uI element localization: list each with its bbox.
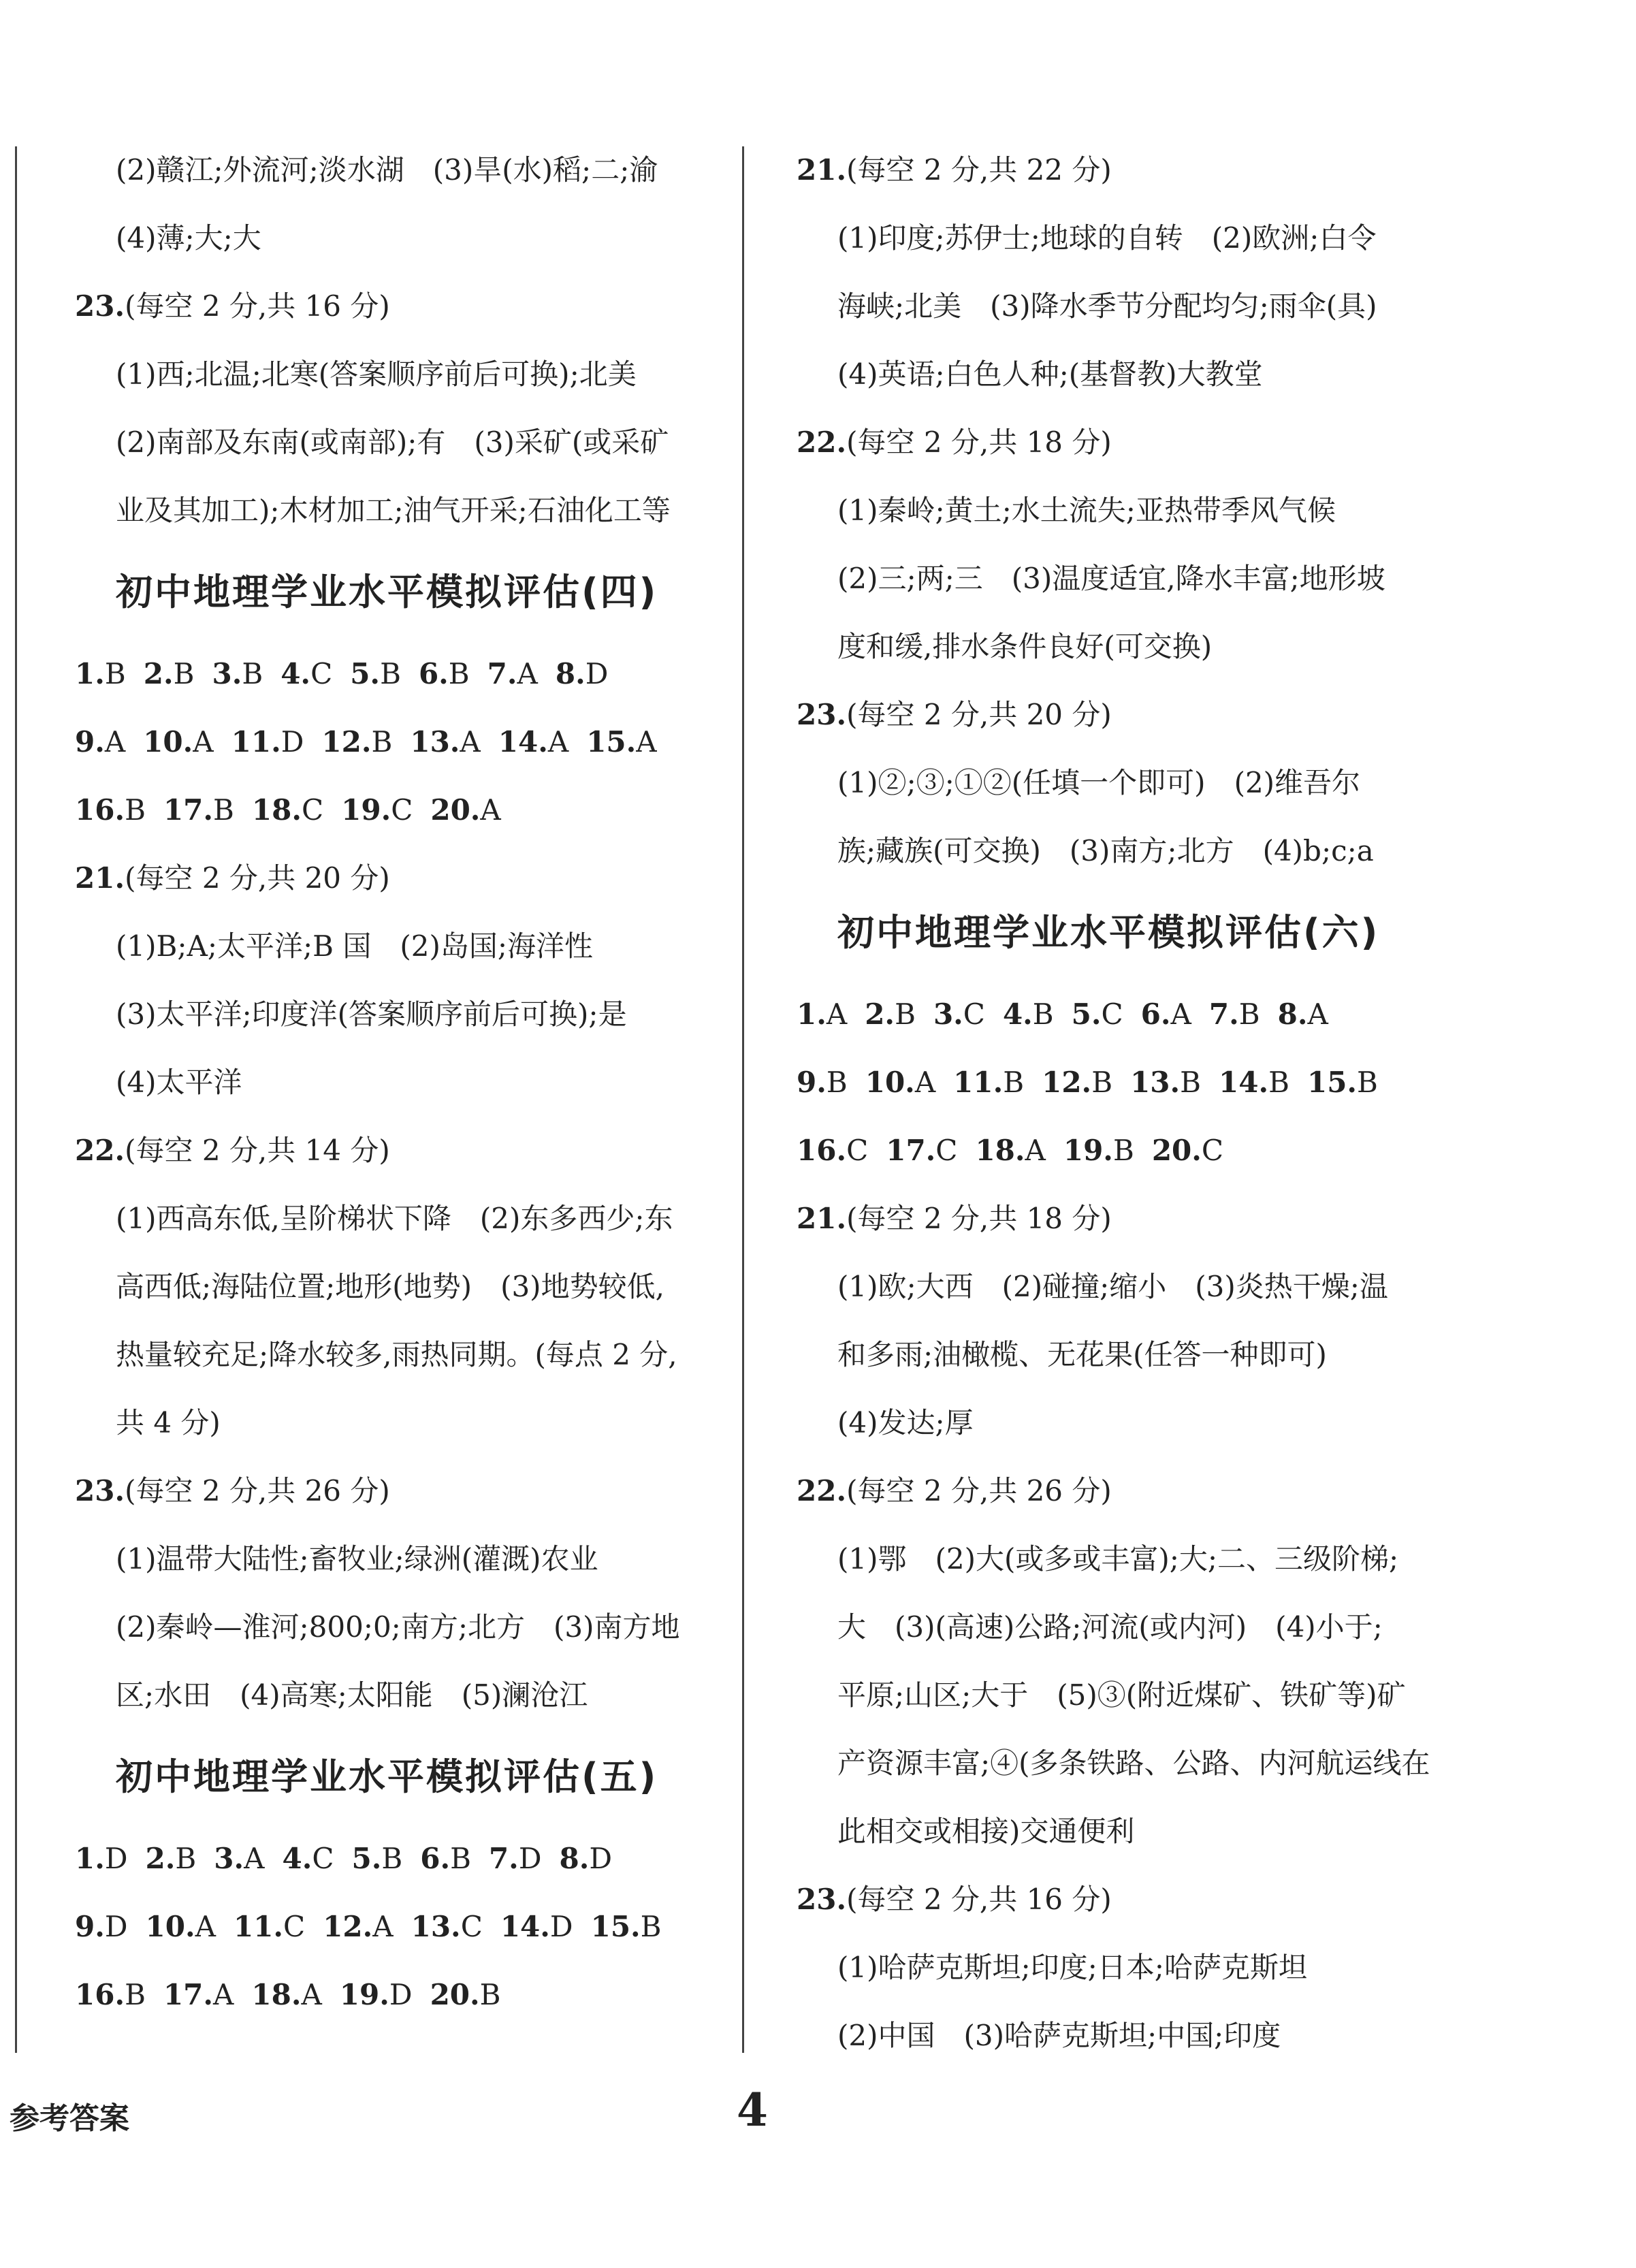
choice-question-number: 8.: [559, 1842, 590, 1875]
answer-line: (1)西高东低,呈阶梯状下降 (2)东多西少;东: [116, 1202, 673, 1235]
choice-question-number: 12.: [1042, 1066, 1092, 1099]
choice-answer: [146, 1825, 197, 1893]
left-column: [75, 136, 742, 2029]
choice-letter: C: [1201, 1134, 1224, 1167]
question-score-note: (每空 2 分,共 26 分): [846, 1474, 1112, 1507]
choice-question-number: 10.: [865, 1066, 915, 1099]
choice-question-number: 3.: [933, 997, 963, 1031]
choice-letter: B: [640, 1910, 662, 1943]
choice-answer-row: [75, 708, 742, 776]
answer-line: (2)三;两;三 (3)温度适宜,降水丰富;地形坡: [837, 562, 1385, 595]
choice-question-number: 6.: [418, 657, 449, 690]
choice-letter: A: [480, 793, 501, 827]
choice-letter: B: [213, 793, 234, 827]
choice-answer: [591, 1893, 662, 1961]
choice-question-number: 17.: [886, 1134, 936, 1167]
choice-question-number: 7.: [1208, 997, 1239, 1031]
choice-question-number: 16.: [797, 1134, 847, 1167]
answer-line: (1)哈萨克斯坦;印度;日本;哈萨克斯坦: [837, 1951, 1307, 1984]
choice-letter: C: [301, 793, 324, 827]
choice-letter: B: [381, 1842, 403, 1875]
choice-answer: [586, 708, 656, 776]
choice-letter: D: [104, 1842, 128, 1875]
choice-question-number: 14.: [1219, 1066, 1269, 1099]
answer-line: (2)赣江;外流河;淡水湖 (3)旱(水)稻;二;渝: [116, 153, 658, 187]
choice-letter: B: [1112, 1134, 1134, 1167]
choice-letter: B: [1180, 1066, 1202, 1099]
question-number: 21.: [75, 861, 125, 895]
choice-answer: [340, 1961, 413, 2029]
choice-question-number: 19.: [339, 1978, 389, 2011]
choice-answer-row: [75, 1893, 742, 1961]
question-number: 23.: [797, 698, 847, 731]
choice-question-number: 9.: [75, 725, 105, 758]
choice-question-number: 15.: [586, 725, 637, 758]
question-score-note: (每空 2 分,共 16 分): [846, 1883, 1112, 1916]
choice-answer: [75, 1961, 146, 2029]
choice-answer: [560, 1825, 613, 1893]
choice-letter: B: [1268, 1066, 1289, 1099]
choice-question-number: 1.: [75, 657, 105, 690]
choice-answer: [75, 776, 146, 844]
choice-answer: [498, 708, 568, 776]
question-score-note: (每空 2 分,共 20 分): [125, 861, 390, 895]
choice-answer: [865, 1049, 935, 1117]
choice-answer: [143, 708, 213, 776]
choice-answer: [350, 640, 401, 708]
choice-letter: B: [826, 1066, 848, 1099]
answer-line: (3)太平洋;印度洋(答案顺序前后可换);是: [116, 997, 627, 1031]
choice-question-number: 3.: [214, 1842, 244, 1875]
choice-letter: A: [195, 1910, 216, 1943]
answer-line: 和多雨;油橄榄、无花果(任答一种即可): [837, 1338, 1327, 1371]
choice-letter: B: [125, 793, 146, 827]
answer-line: 平原;山区;大于 (5)③(附近煤矿、铁矿等)矿: [837, 1678, 1406, 1712]
choice-answer: [214, 1825, 264, 1893]
choice-letter: B: [173, 657, 195, 690]
choice-answer-row: [75, 1825, 742, 1893]
choice-answer: [251, 1961, 321, 2029]
choice-letter: B: [448, 657, 470, 690]
choice-answer: [234, 1893, 305, 1961]
choice-answer: [410, 708, 480, 776]
choice-answer: [487, 640, 538, 708]
choice-letter: B: [479, 1978, 501, 2011]
choice-answer: [1307, 1049, 1378, 1117]
choice-question-number: 8.: [1277, 997, 1308, 1031]
answer-line: (1)B;A;太平洋;B 国 (2)岛国;海洋性: [116, 929, 593, 963]
choice-question-number: 14.: [500, 1910, 550, 1943]
choice-letter: D: [549, 1910, 573, 1943]
choice-question-number: 6.: [420, 1842, 451, 1875]
answer-line: 大 (3)(高速)公路;河流(或内河) (4)小于;: [837, 1610, 1383, 1644]
answer-line: 业及其加工);木材加工;油气开采;石油化工等: [116, 494, 671, 527]
choice-letter: C: [460, 1910, 483, 1943]
choice-letter: B: [125, 1978, 146, 2011]
choice-letter: A: [301, 1978, 322, 2011]
left-margin-rule: [15, 146, 17, 2053]
choice-letter: A: [547, 725, 569, 758]
choice-letter: B: [1091, 1066, 1113, 1099]
question-number: 23.: [75, 1474, 125, 1507]
choice-question-number: 17.: [163, 793, 214, 827]
choice-question-number: 11.: [233, 1910, 284, 1943]
choice-question-number: 11.: [231, 725, 281, 758]
choice-question-number: 9.: [75, 1910, 105, 1943]
choice-letter: B: [1238, 997, 1260, 1031]
choice-letter: A: [372, 1910, 394, 1943]
choice-letter: C: [283, 1910, 306, 1943]
section-title: 初中地理学业水平模拟评估(四): [116, 571, 658, 613]
choice-question-number: 18.: [975, 1134, 1025, 1167]
question-number: 22.: [797, 426, 847, 459]
choice-answer: [282, 1825, 334, 1893]
question-header: [75, 844, 742, 912]
question-number: 23.: [75, 289, 125, 323]
choice-letter: B: [1003, 1066, 1025, 1099]
question-header: [797, 1457, 1464, 1525]
choice-question-number: 19.: [1063, 1134, 1113, 1167]
choice-question-number: 1.: [75, 1842, 105, 1875]
choice-question-number: 7.: [488, 1842, 519, 1875]
choice-answer: [1003, 980, 1054, 1049]
choice-answer-row: [75, 640, 742, 708]
choice-letter: A: [517, 657, 538, 690]
answer-line: 产资源丰富;④(多条铁路、公路、内河航运线在: [837, 1746, 1430, 1780]
answer-line: 海峡;北美 (3)降水季节分配均匀;雨伞(具): [837, 289, 1377, 323]
choice-answer: [500, 1893, 573, 1961]
question-number: 23.: [797, 1883, 847, 1916]
choice-answer: [489, 1825, 542, 1893]
right-column: [797, 136, 1464, 2070]
choice-question-number: 13.: [1130, 1066, 1181, 1099]
choice-letter: B: [175, 1842, 197, 1875]
answer-line: (4)英语;白色人种;(基督教)大教堂: [837, 357, 1263, 391]
choice-letter: D: [280, 725, 304, 758]
question-number: 22.: [75, 1134, 125, 1167]
choice-answer-row: [75, 1961, 742, 2029]
choice-question-number: 4.: [282, 1842, 312, 1875]
choice-question-number: 15.: [590, 1910, 641, 1943]
page-number: 4: [737, 2083, 768, 2137]
answer-line: (1)西;北温;北寒(答案顺序前后可换);北美: [116, 357, 637, 391]
choice-letter: A: [914, 1066, 936, 1099]
choice-letter: A: [460, 725, 481, 758]
section-title: 初中地理学业水平模拟评估(六): [837, 911, 1380, 954]
answer-line: (1)秦岭;黄土;水土流失;亚热带季风气候: [837, 494, 1336, 527]
choice-question-number: 12.: [321, 725, 372, 758]
choice-letter: A: [1170, 997, 1191, 1031]
choice-letter: A: [193, 725, 214, 758]
choice-answer: [1042, 1049, 1112, 1117]
answer-line: (1)鄂 (2)大(或多或丰富);大;二、三级阶梯;: [837, 1542, 1399, 1576]
choice-answer: [797, 980, 847, 1049]
choice-answer: [953, 1049, 1024, 1117]
choice-letter: D: [518, 1842, 542, 1875]
choice-answer: [1130, 1049, 1201, 1117]
choice-answer: [144, 640, 195, 708]
question-header: [75, 1117, 742, 1185]
choice-letter: A: [213, 1978, 234, 2011]
choice-answer: [1219, 1049, 1289, 1117]
choice-question-number: 14.: [498, 725, 548, 758]
choice-question-number: 1.: [797, 997, 827, 1031]
question-score-note: (每空 2 分,共 22 分): [846, 153, 1112, 187]
choice-answer-row: [797, 1117, 1464, 1185]
answer-line: (4)太平洋: [116, 1066, 242, 1099]
choice-question-number: 9.: [797, 1066, 827, 1099]
choice-answer: [212, 640, 263, 708]
choice-answer: [146, 1893, 216, 1961]
choice-letter: C: [1101, 997, 1123, 1031]
choice-letter: D: [104, 1910, 128, 1943]
choice-question-number: 10.: [143, 725, 193, 758]
choice-answer: [163, 1961, 234, 2029]
choice-letter: C: [846, 1134, 869, 1167]
choice-answer: [1152, 1117, 1223, 1185]
question-score-note: (每空 2 分,共 26 分): [125, 1474, 390, 1507]
choice-answer: [975, 1117, 1045, 1185]
choice-question-number: 15.: [1306, 1066, 1358, 1099]
choice-answer: [163, 776, 234, 844]
choice-question-number: 20.: [1151, 1134, 1202, 1167]
choice-question-number: 17.: [163, 1978, 214, 2011]
choice-letter: B: [380, 657, 401, 690]
choice-question-number: 20.: [430, 793, 481, 827]
choice-answer: [797, 1117, 868, 1185]
choice-answer: [1278, 980, 1328, 1049]
choice-question-number: 16.: [75, 793, 125, 827]
choice-question-number: 19.: [341, 793, 391, 827]
choice-answer: [252, 776, 323, 844]
choice-letter: C: [310, 657, 333, 690]
question-number: 22.: [797, 1474, 847, 1507]
choice-answer: [231, 708, 304, 776]
choice-letter: C: [312, 1842, 334, 1875]
choice-answer: [351, 1825, 402, 1893]
choice-answer: [75, 640, 126, 708]
column-divider: [742, 146, 744, 2053]
choice-answer: [933, 980, 985, 1049]
choice-answer: [1209, 980, 1260, 1049]
section-title: 初中地理学业水平模拟评估(五): [116, 1755, 658, 1798]
question-number: 21.: [797, 1202, 847, 1235]
question-header: [797, 1866, 1464, 1934]
choice-answer: [75, 708, 125, 776]
answer-line: (1)印度;苏伊士;地球的自转 (2)欧洲;白令: [837, 221, 1377, 255]
choice-question-number: 18.: [251, 793, 302, 827]
choice-letter: B: [895, 997, 916, 1031]
choice-letter: A: [244, 1842, 265, 1875]
choice-answer-row: [797, 980, 1464, 1049]
choice-answer: [419, 640, 470, 708]
choice-letter: B: [104, 657, 126, 690]
choice-answer: [797, 1049, 848, 1117]
choice-answer-row: [797, 1049, 1464, 1117]
question-number: 21.: [797, 153, 847, 187]
answer-line: (4)发达;厚: [837, 1406, 974, 1439]
answer-line: 区;水田 (4)高寒;太阳能 (5)澜沧江: [116, 1678, 588, 1712]
question-header: [75, 272, 742, 340]
choice-answer: [1072, 980, 1123, 1049]
choice-letter: C: [935, 1134, 958, 1167]
choice-letter: A: [1307, 997, 1328, 1031]
choice-question-number: 4.: [1002, 997, 1033, 1031]
choice-question-number: 10.: [145, 1910, 195, 1943]
choice-letter: D: [389, 1978, 413, 2011]
choice-answer: [1063, 1117, 1134, 1185]
answer-line: (2)秦岭—淮河;800;0;南方;北方 (3)南方地: [116, 1610, 680, 1644]
footer-label: 参考答案: [10, 2101, 129, 2136]
choice-answer: [420, 1825, 471, 1893]
choice-answer: [886, 1117, 957, 1185]
choice-answer: [75, 1893, 128, 1961]
answer-line: (2)南部及东南(或南部);有 (3)采矿(或采矿: [116, 426, 669, 459]
answer-line: (1)②;③;①②(任填一个即可) (2)维吾尔: [837, 766, 1361, 799]
choice-question-number: 6.: [1140, 997, 1171, 1031]
choice-letter: A: [104, 725, 126, 758]
answer-line: (2)中国 (3)哈萨克斯坦;中国;印度: [837, 2019, 1281, 2052]
question-header: [797, 1185, 1464, 1253]
choice-letter: B: [450, 1842, 471, 1875]
choice-question-number: 5.: [1071, 997, 1102, 1031]
choice-answer-row: [75, 776, 742, 844]
question-score-note: (每空 2 分,共 20 分): [846, 698, 1112, 731]
choice-question-number: 18.: [251, 1978, 302, 2011]
choice-question-number: 20.: [430, 1978, 480, 2011]
choice-letter: B: [1032, 997, 1054, 1031]
choice-question-number: 13.: [410, 725, 460, 758]
choice-question-number: 2.: [865, 997, 895, 1031]
answer-line: 共 4 分): [116, 1406, 221, 1439]
answer-line: 度和缓,排水条件良好(可交换): [837, 630, 1213, 663]
choice-answer: [556, 640, 609, 708]
question-score-note: (每空 2 分,共 16 分): [125, 289, 390, 323]
choice-question-number: 2.: [145, 1842, 176, 1875]
choice-letter: A: [636, 725, 657, 758]
choice-answer: [341, 776, 413, 844]
choice-answer: [323, 1893, 393, 1961]
answer-line: (1)欧;大西 (2)碰撞;缩小 (3)炎热干燥;温: [837, 1270, 1388, 1303]
question-header: [797, 136, 1464, 204]
choice-letter: A: [1025, 1134, 1046, 1167]
choice-letter: B: [371, 725, 393, 758]
choice-letter: B: [1357, 1066, 1378, 1099]
question-header: [797, 409, 1464, 477]
choice-answer: [321, 708, 392, 776]
choice-letter: C: [963, 997, 985, 1031]
choice-question-number: 5.: [351, 1842, 382, 1875]
choice-answer: [1141, 980, 1191, 1049]
choice-answer: [430, 1961, 501, 2029]
choice-letter: D: [585, 657, 609, 690]
choice-answer: [75, 1825, 128, 1893]
choice-question-number: 4.: [280, 657, 311, 690]
question-score-note: (每空 2 分,共 18 分): [846, 1202, 1112, 1235]
choice-question-number: 13.: [411, 1910, 461, 1943]
choice-letter: B: [242, 657, 263, 690]
answer-line: 族;藏族(可交换) (3)南方;北方 (4)b;c;a: [837, 834, 1374, 867]
question-score-note: (每空 2 分,共 18 分): [846, 426, 1112, 459]
answer-line: (4)薄;大;大: [116, 221, 261, 255]
choice-answer: [430, 776, 500, 844]
choice-answer: [411, 1893, 483, 1961]
choice-question-number: 7.: [487, 657, 517, 690]
choice-question-number: 5.: [350, 657, 381, 690]
choice-answer: [865, 980, 916, 1049]
answer-line: 热量较充足;降水较多,雨热同期。(每点 2 分,: [116, 1338, 677, 1371]
choice-question-number: 16.: [75, 1978, 125, 2011]
answer-line: (1)温带大陆性;畜牧业;绿洲(灌溉)农业: [116, 1542, 598, 1576]
choice-answer: [280, 640, 332, 708]
question-header: [797, 681, 1464, 749]
choice-question-number: 2.: [143, 657, 174, 690]
choice-question-number: 11.: [953, 1066, 1004, 1099]
question-score-note: (每空 2 分,共 14 分): [125, 1134, 390, 1167]
choice-question-number: 8.: [555, 657, 586, 690]
answer-line: 此相交或相接)交通便利: [837, 1815, 1135, 1848]
choice-question-number: 3.: [212, 657, 242, 690]
choice-letter: D: [589, 1842, 613, 1875]
choice-letter: C: [391, 793, 413, 827]
choice-question-number: 12.: [323, 1910, 373, 1943]
answer-line: 高西低;海陆位置;地形(地势) (3)地势较低,: [116, 1270, 664, 1303]
question-header: [75, 1457, 742, 1525]
choice-letter: A: [826, 997, 848, 1031]
